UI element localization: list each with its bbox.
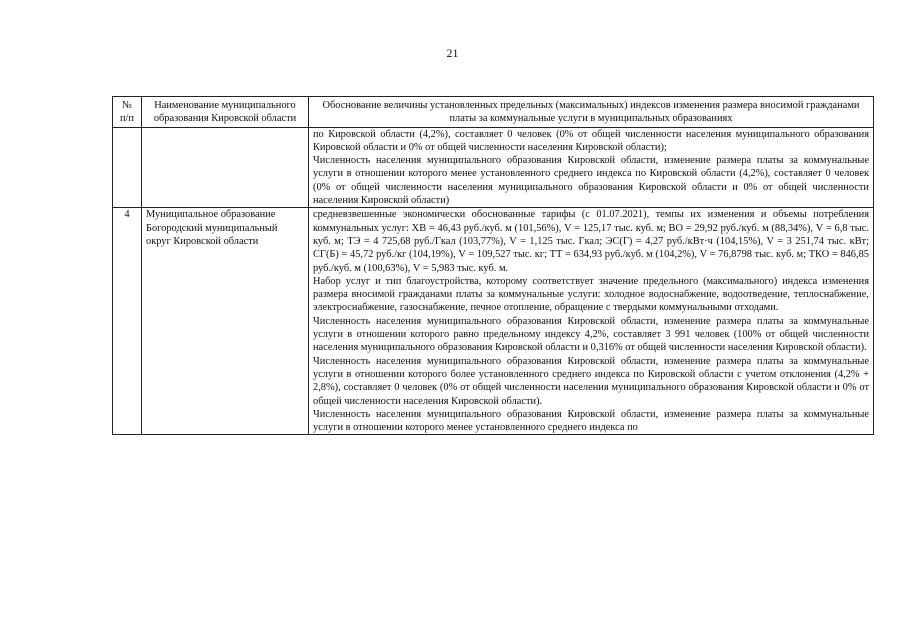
population-equal-paragraph: Численность населения муниципального образования Кировской области, изменение размера платы за коммунальные услуги в отношении которого равно предельному индексу 4,2%, составляет 3 991 человек (100% от общей численности населения муниципального образования Кировской области и 0,316% от общей численности населения Кировской области). bbox=[313, 315, 869, 354]
page-number: 21 bbox=[446, 46, 459, 60]
population-above-paragraph: Численность населения муниципального образования Кировской области, изменение размера платы за коммунальные услуги в отношении которого более установленного среднего индекса по Кировской области с учетом отклонения (4,2% + 2,8%), составляет 0 человек (0% от общей численности населения муниципального образования Кировской области и 0% от общей численности населения Кировской области). bbox=[313, 355, 869, 407]
tariffs-paragraph: средневзвешенные экономически обоснованные тарифы (с 01.07.2021), темпы их изменения и объемы потребления коммунальных услуг: ХВ = 46,43 руб./куб. м (101,56%), V = 125,17 тыс. куб. м; ВО = 29,92 руб./куб. м (88,34%), V = 6,8 тыс. куб. м; ТЭ = 4 725,68 руб./Гкал (103,77%), V = 1,125 тыс. Гкал; ЭС(Г) = 4,27 руб./кВт·ч (104,15%), V = 3 251,74 тыс. кВт; СГ(Б) = 45,72 руб./кг (104,19%), V = 109,527 тыс. кг; ТТ = 634,93 руб./куб. м (104,2%), V = 76,8798 тыс. куб. м; ТКО = 846,85 руб./куб. м (100,63%), V = 5,983 тыс. куб. м. bbox=[313, 209, 869, 274]
header-justification: Обоснование величины установленных предельных (максимальных) индексов изменения размера вносимой гражданами платы за коммунальные услуги в муниципальных образованиях bbox=[309, 97, 874, 128]
table-row bbox=[113, 208, 874, 435]
justification-paragraph: Численность населения муниципального образования Кировской области, изменение размера платы за коммунальные услуги в отношении которого менее установленного среднего индекса по Кировской области (4,2%), составляет 0 человек (0% от общей численности населения муниципального образования Кировской области и 0% от общей численности населения Кировской области) bbox=[313, 155, 869, 207]
tariff-justification-table bbox=[112, 96, 874, 435]
row-number bbox=[113, 127, 142, 208]
table-header-row bbox=[113, 97, 874, 128]
justification-cell bbox=[309, 208, 874, 435]
justification-paragraph: по Кировской области (4,2%), составляет 0 человек (0% от общей численности населения муниципального образования Кировской области и 0% от общей численности населения Кировской области); bbox=[313, 128, 869, 153]
population-below-paragraph: Численность населения муниципального образования Кировской области, изменение размера платы за коммунальные услуги в отношении которого менее установленного среднего индекса по bbox=[313, 408, 869, 434]
table-row bbox=[113, 127, 874, 208]
municipality-name: Муниципальное образование Богородский муниципальный округ Кировской области bbox=[142, 208, 309, 435]
header-number: № п/п bbox=[113, 97, 142, 128]
services-paragraph: Набор услуг и тип благоустройства, которому соответствует значение предельного (максимального) индекса изменения размера вносимой гражданами платы за коммунальные услуги: холодное водоснабжение, водоотведение, теплоснабжение, электроснабжение, газоснабжение, печное отопление, обращение с твердыми коммунальными отходами. bbox=[313, 275, 869, 314]
header-municipality-name: Наименование муниципального образования Кировской области bbox=[142, 97, 309, 128]
justification-cell bbox=[309, 127, 874, 208]
row-number: 4 bbox=[113, 208, 142, 435]
municipality-name bbox=[142, 127, 309, 208]
